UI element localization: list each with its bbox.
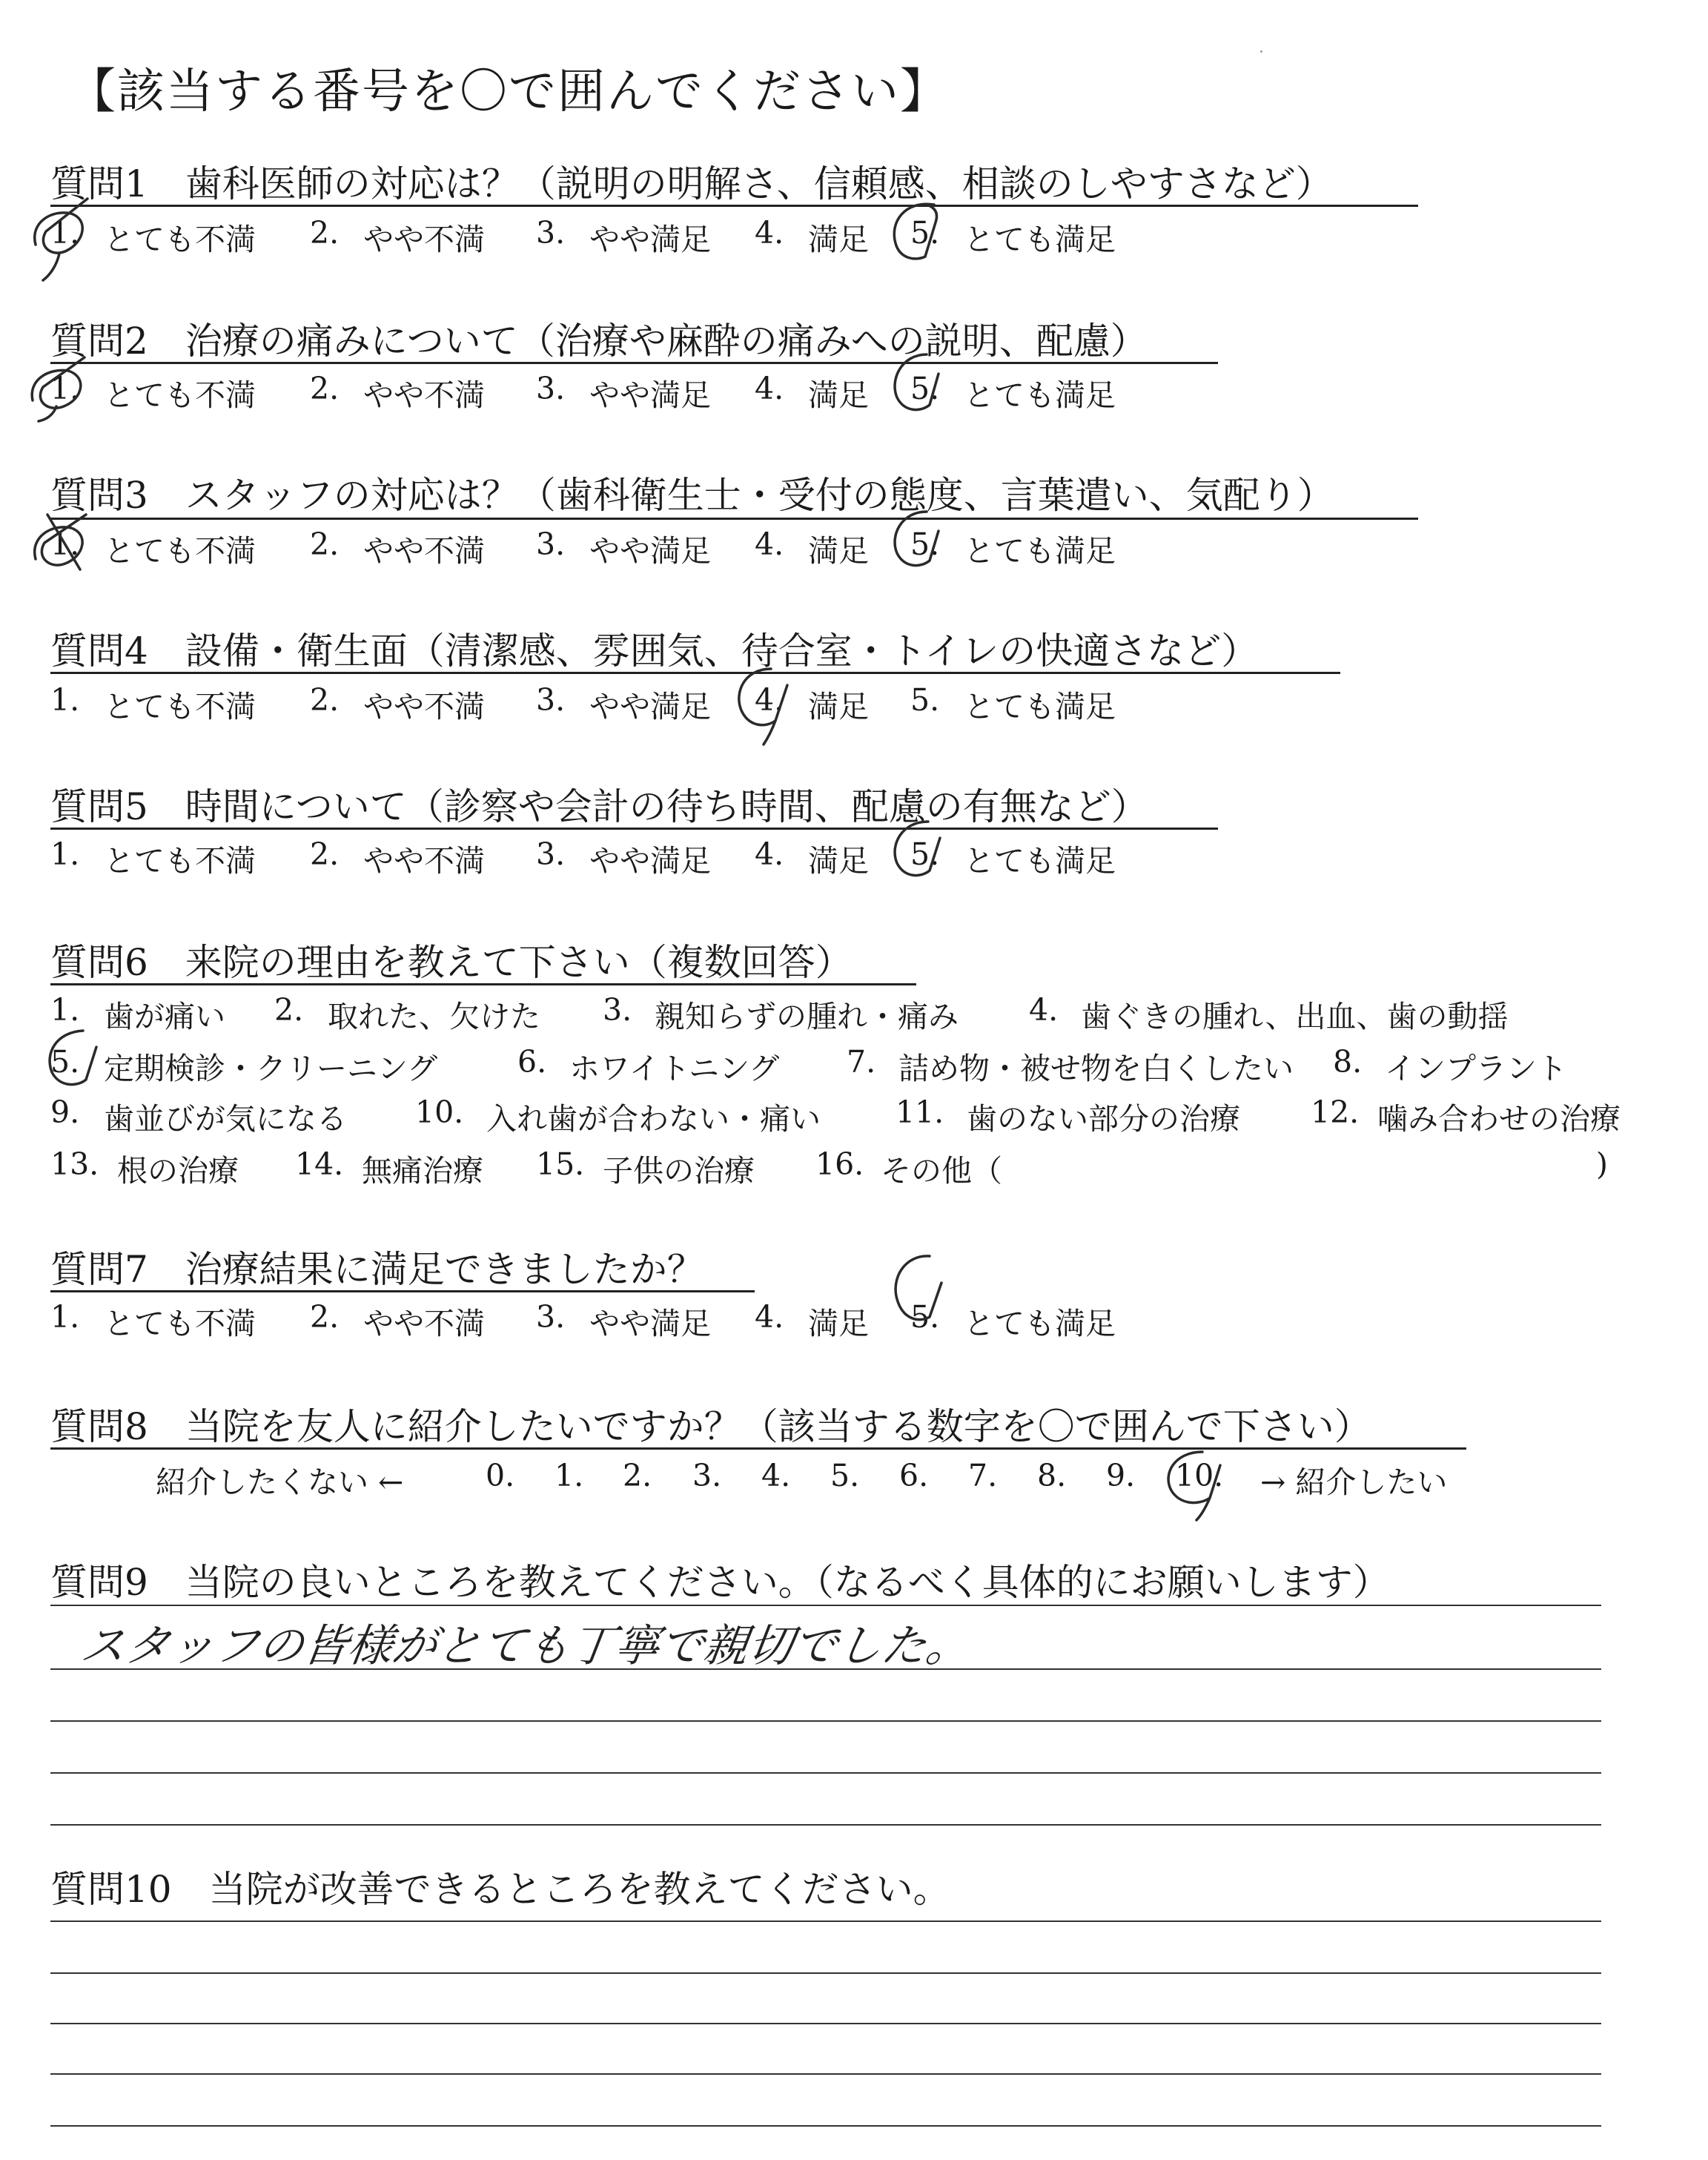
q5-underline [50, 828, 1218, 830]
page-header: 【該当する番号を〇で囲んでください】 [68, 65, 949, 119]
q5-opt4-label: 満足 [808, 843, 869, 879]
q1-opt3-num[interactable]: 3. [536, 215, 566, 251]
q8-score-1[interactable]: 1. [555, 1458, 584, 1493]
q1-opt4-label: 満足 [808, 222, 869, 257]
q1-opt5-num[interactable]: 5. [910, 215, 940, 251]
q1-underline [50, 205, 1418, 207]
q6-opt5-num[interactable]: 5. [50, 1044, 80, 1080]
q7-title: 質問7 治療結果に満足できましたか？ [50, 1248, 704, 1291]
q6-opt9-label: 歯並びが気になる [104, 1101, 347, 1137]
q4-opt4-label: 満足 [808, 689, 869, 724]
q6-opt12-num[interactable]: 12. [1311, 1094, 1360, 1130]
q8-scale [0, 1458, 1708, 1502]
q5-opt2-label: やや不満 [363, 843, 485, 879]
q6-opt11-num[interactable]: 11. [896, 1094, 944, 1130]
q3-opt2-num[interactable]: 2. [310, 526, 340, 562]
q10-answer-line-5[interactable] [50, 2125, 1601, 2127]
q2-opt2-num[interactable]: 2. [310, 371, 340, 406]
q7-opt1-num[interactable]: 1. [50, 1299, 80, 1335]
q8-score-0[interactable]: 0. [486, 1458, 515, 1493]
q6-opt16-num[interactable]: 16. [815, 1146, 864, 1182]
q8-underline [50, 1447, 1466, 1450]
q6-opt12-label: 噛み合わせの治療 [1377, 1101, 1621, 1137]
q9-answer-line-5 [50, 1824, 1601, 1826]
q5-opt4-num[interactable]: 4. [755, 836, 784, 872]
q5-opt3-num[interactable]: 3. [536, 836, 566, 872]
q6-opt1-label: 歯が痛い [104, 999, 225, 1034]
q8-score-10[interactable]: 10. [1175, 1458, 1224, 1493]
q6-opt7-label: 詰め物・被せ物を白くしたい [898, 1051, 1294, 1086]
q7-opt3-label: やや満足 [589, 1306, 711, 1341]
q10-answer-line-1[interactable] [50, 1920, 1601, 1922]
q4-opt5-num[interactable]: 5. [910, 682, 940, 718]
q3-opt3-num[interactable]: 3. [536, 526, 566, 562]
q6-opt11-label: 歯のない部分の治療 [967, 1101, 1240, 1137]
q4-opt3-num[interactable]: 3. [536, 682, 566, 718]
q6-opt13-num[interactable]: 13. [50, 1146, 99, 1182]
q2-opt4-num[interactable]: 4. [755, 371, 784, 406]
q7-opt1-label: とても不満 [104, 1306, 256, 1341]
q10-answer-line-2[interactable] [50, 1972, 1601, 1974]
q10-answer-line-4[interactable] [50, 2073, 1601, 2075]
q1-opt1-label: とても不満 [104, 222, 256, 257]
q4-opt1-label: とても不満 [104, 689, 256, 724]
q6-opt6-label: ホワイトニング [569, 1051, 780, 1086]
q4-opt3-label: やや満足 [589, 689, 711, 724]
q9-answer-line-3 [50, 1720, 1601, 1722]
q9-title: 質問9 当院の良いところを教えてください。（なるべく具体的にお願いします） [50, 1561, 1390, 1604]
q2-title: 質問2 治療の痛みについて（治療や麻酔の痛みへの説明、配慮） [50, 320, 1148, 363]
q6-opt10-label: 入れ歯が合わない・痛い [486, 1101, 821, 1137]
q2-underline [50, 362, 1218, 364]
q3-opt2-label: やや不満 [363, 533, 485, 569]
q10-answer-line-3[interactable] [50, 2023, 1601, 2024]
q8-title: 質問8 当院を友人に紹介したいですか？（該当する数字を〇で囲んで下さい） [50, 1405, 1371, 1448]
q9-answer-line-4 [50, 1772, 1601, 1774]
q7-opt4-num[interactable]: 4. [755, 1299, 784, 1335]
q2-opt4-label: 満足 [808, 377, 869, 413]
q6-other-close-paren: ) [1596, 1146, 1608, 1182]
q4-underline [50, 672, 1340, 674]
q2-opt1-label: とても不満 [104, 377, 256, 413]
q8-score-7[interactable]: 7. [968, 1458, 998, 1493]
q1-opt3-label: やや満足 [589, 222, 711, 257]
q7-opt5-num[interactable]: 5. [910, 1299, 940, 1335]
q7-opt2-num[interactable]: 2. [310, 1299, 340, 1335]
q3-opt4-num[interactable]: 4. [755, 526, 784, 562]
q3-opt3-label: やや満足 [589, 533, 711, 569]
q4-opt1-num[interactable]: 1. [50, 682, 80, 718]
q8-score-3[interactable]: 3. [692, 1458, 722, 1493]
q5-opt1-num[interactable]: 1. [50, 836, 80, 872]
q4-opt5-label: とても満足 [964, 689, 1116, 724]
q8-score-4[interactable]: 4. [761, 1458, 791, 1493]
q1-opt4-num[interactable]: 4. [755, 215, 784, 251]
q5-title: 質問5 時間について（診察や会計の待ち時間、配慮の有無など） [50, 785, 1148, 828]
q2-opt1-num[interactable]: 1. [50, 371, 80, 406]
q3-opt5-num[interactable]: 5. [910, 526, 940, 562]
q6-opt8-label: インプラント [1385, 1051, 1567, 1086]
q2-opt3-label: やや満足 [589, 377, 711, 413]
q9-answer-line-1 [50, 1605, 1601, 1606]
q1-opt2-label: やや不満 [363, 222, 485, 257]
q6-opt15-label: 子供の治療 [603, 1153, 755, 1189]
q1-title: 質問1 歯科医師の対応は？（説明の明解さ、信頼感、相談のしやすさなど） [50, 162, 1333, 205]
q6-opt13-label: 根の治療 [117, 1153, 239, 1189]
q6-opt8-num[interactable]: 8. [1333, 1044, 1363, 1080]
q8-score-6[interactable]: 6. [899, 1458, 929, 1493]
q6-opt4-num[interactable]: 4. [1029, 992, 1059, 1028]
q8-score-2[interactable]: 2. [623, 1458, 652, 1493]
q6-opt5-label: 定期検診・クリーニング [104, 1051, 438, 1086]
q5-opt5-num[interactable]: 5. [910, 836, 940, 872]
q1-opt2-num[interactable]: 2. [310, 215, 340, 251]
q6-opt14-label: 無痛治療 [362, 1153, 483, 1189]
q6-title: 質問6 来院の理由を教えて下さい（複数回答） [50, 941, 853, 984]
q8-score-9[interactable]: 9. [1106, 1458, 1136, 1493]
q6-underline [50, 983, 916, 985]
q8-right-label: → 紹介したい [1260, 1464, 1448, 1500]
q9-answer-line-2 [50, 1668, 1601, 1670]
q6-opt2-num[interactable]: 2. [274, 992, 304, 1028]
q4-opt2-label: やや不満 [363, 689, 485, 724]
q6-opt1-num[interactable]: 1. [50, 992, 80, 1028]
q1-opt5-label: とても満足 [964, 222, 1116, 257]
q3-opt5-label: とても満足 [964, 533, 1116, 569]
q6-opt15-num[interactable]: 15. [536, 1146, 585, 1182]
q2-opt5-num[interactable]: 5. [910, 371, 940, 406]
q7-opt3-num[interactable]: 3. [536, 1299, 566, 1335]
q9-handwritten-answer[interactable]: スタッフの皆様がとても丁寧で親切でした。 [77, 1620, 975, 1672]
q4-opt2-num[interactable]: 2. [310, 682, 340, 718]
q7-opt5-label: とても満足 [964, 1306, 1116, 1341]
q5-opt1-label: とても不満 [104, 843, 256, 879]
q6-opt2-label: 取れた、欠けた [328, 999, 540, 1034]
q3-opt1-num[interactable]: 1. [50, 526, 80, 562]
q6-opt7-num[interactable]: 7. [847, 1044, 876, 1080]
q7-opt2-label: やや不満 [363, 1306, 485, 1341]
q5-opt5-label: とても満足 [964, 843, 1116, 879]
q5-opt3-label: やや満足 [589, 843, 711, 879]
q4-title: 質問4 設備・衛生面（清潔感、雰囲気、待合室・トイレの快適さなど） [50, 630, 1259, 673]
q5-opt2-num[interactable]: 2. [310, 836, 340, 872]
q6-opt3-label: 親知らずの腫れ・痛み [655, 999, 959, 1034]
q6-opt4-label: 歯ぐきの腫れ、出血、歯の動揺 [1081, 999, 1509, 1034]
q6-opt6-num[interactable]: 6. [517, 1044, 547, 1080]
q8-score-8[interactable]: 8. [1037, 1458, 1067, 1493]
q7-opt4-label: 満足 [808, 1306, 869, 1341]
q3-underline [50, 518, 1418, 520]
q3-title: 質問3 スタッフの対応は？（歯科衛生士・受付の態度、言葉遣い、気配り） [50, 474, 1334, 517]
q6-opt14-num[interactable]: 14. [295, 1146, 344, 1182]
q2-opt5-label: とても満足 [964, 377, 1116, 413]
q10-title: 質問10 当院が改善できるところを教えてください。 [50, 1868, 950, 1911]
q6-opt10-num[interactable]: 10. [415, 1094, 464, 1130]
q8-left-label: 紹介したくない ← [156, 1464, 404, 1500]
q2-opt3-num[interactable]: 3. [536, 371, 566, 406]
q3-opt1-label: とても不満 [104, 533, 256, 569]
q6-opt3-num[interactable]: 3. [603, 992, 632, 1028]
q7-underline [50, 1290, 755, 1292]
scan-speck [1260, 50, 1262, 53]
q8-score-5[interactable]: 5. [830, 1458, 860, 1493]
q2-opt2-label: やや不満 [363, 377, 485, 413]
q4-opt4-num[interactable]: 4. [755, 682, 784, 718]
q3-opt4-label: 満足 [808, 533, 869, 569]
q1-opt1-num[interactable]: 1. [50, 215, 80, 251]
q6-opt16-label: その他（ [881, 1153, 1002, 1189]
q6-opt9-num[interactable]: 9. [50, 1094, 80, 1130]
